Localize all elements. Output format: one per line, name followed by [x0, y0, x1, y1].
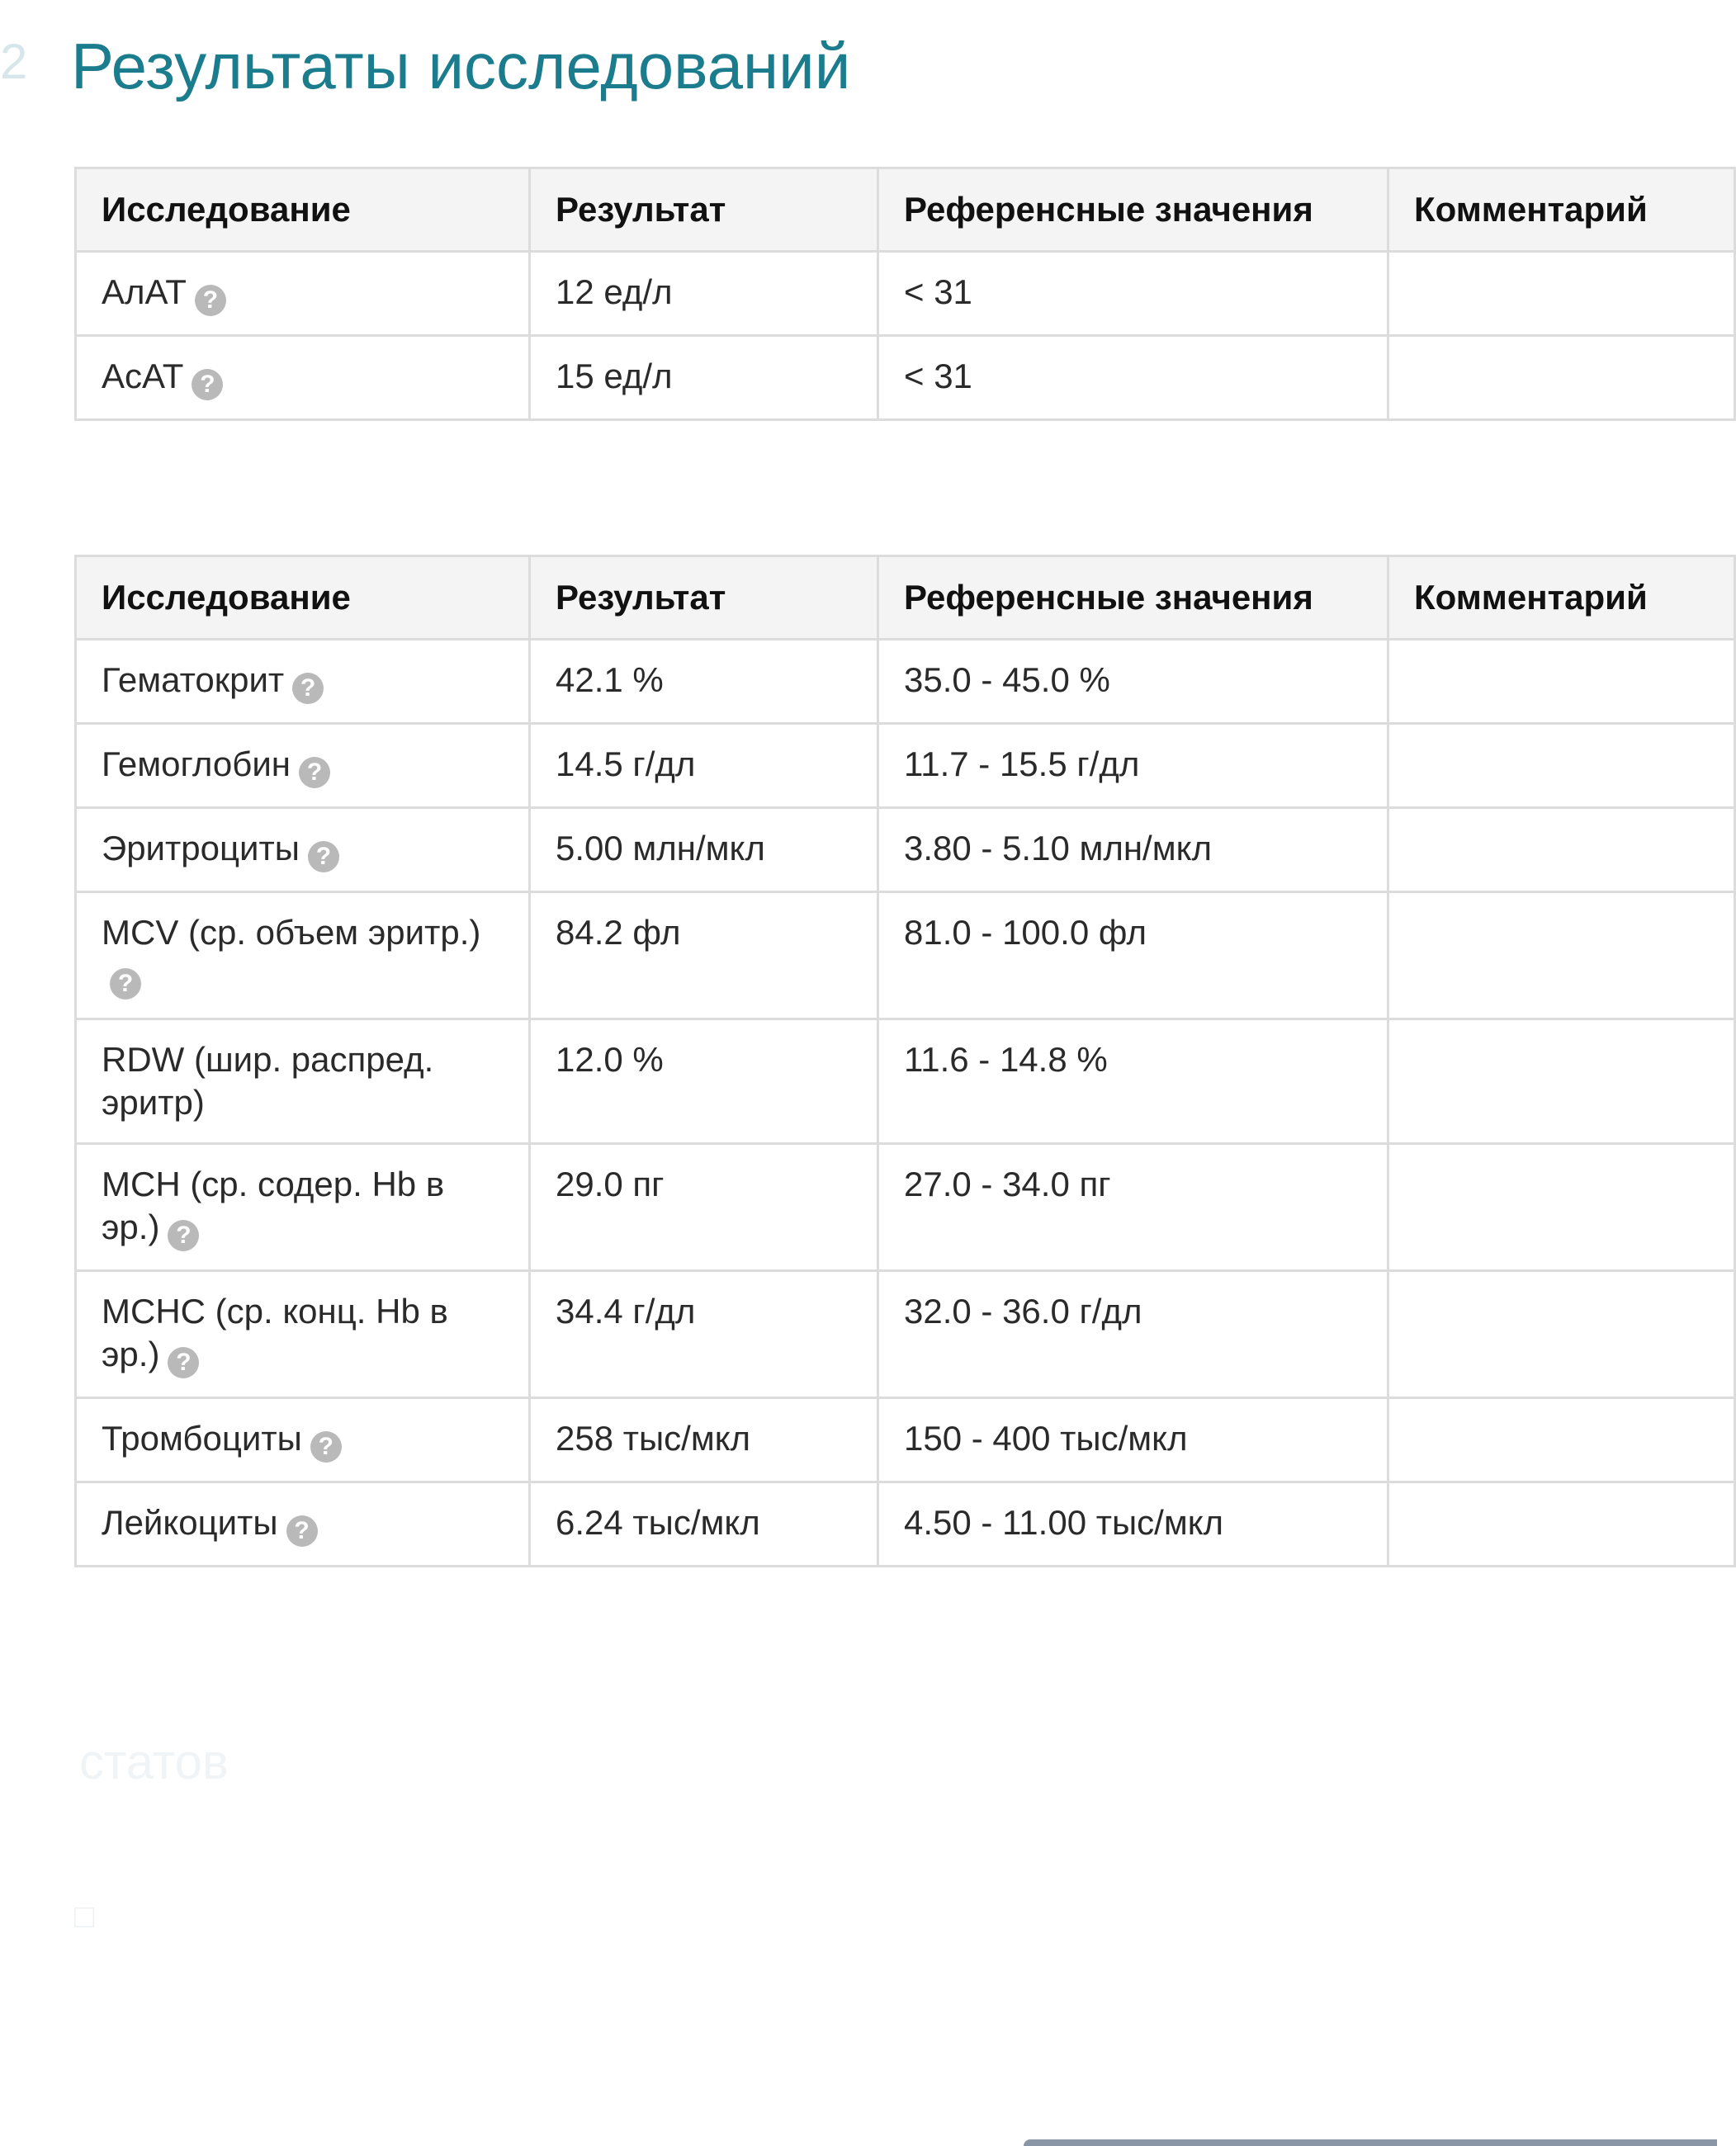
faded-mark: □	[74, 1898, 95, 1935]
comment-cell	[1388, 1482, 1735, 1567]
results-table-liver	[74, 167, 1736, 421]
results-table-blood	[74, 555, 1736, 1567]
study-cell	[76, 640, 530, 724]
question-circle-icon[interactable]: ?	[310, 1431, 342, 1463]
faded-heading: статов	[79, 1734, 229, 1789]
column-header-reference: Референсные значения	[878, 168, 1388, 252]
comment-cell	[1388, 640, 1735, 724]
question-circle-icon[interactable]: ?	[292, 673, 324, 704]
reference-cell: 3.80 - 5.10 млн/мкл	[878, 808, 1388, 892]
result-cell: 12.0 %	[530, 1019, 878, 1144]
result-cell: 29.0 пг	[530, 1144, 878, 1271]
study-name: MCH (ср. содер. Hb в эр.)	[102, 1165, 445, 1246]
table-row	[76, 336, 1735, 420]
result-cell: 6.24 тыс/мкл	[530, 1482, 878, 1567]
study-cell	[76, 1144, 530, 1271]
comment-cell	[1388, 724, 1735, 808]
question-circle-icon[interactable]: ?	[168, 1347, 199, 1378]
column-header-result: Результат	[530, 556, 878, 640]
result-cell: 258 тыс/мкл	[530, 1398, 878, 1482]
result-cell: 5.00 млн/мкл	[530, 808, 878, 892]
bottom-edge-bar	[1024, 2139, 1717, 2146]
table-row	[76, 1019, 1735, 1144]
study-cell	[76, 724, 530, 808]
result-cell: 15 ед/л	[530, 336, 878, 420]
comment-cell	[1388, 1144, 1735, 1271]
table-row	[76, 808, 1735, 892]
table-row	[76, 724, 1735, 808]
table-row	[76, 1144, 1735, 1271]
reference-cell: < 31	[878, 336, 1388, 420]
study-name: АсАТ	[102, 357, 184, 395]
column-header-study: Исследование	[76, 556, 530, 640]
study-cell	[76, 1482, 530, 1567]
comment-cell	[1388, 1398, 1735, 1482]
result-cell: 84.2 фл	[530, 892, 878, 1019]
comment-cell	[1388, 336, 1735, 420]
column-header-comment: Комментарий	[1388, 168, 1735, 252]
study-name: Эритроциты	[102, 829, 300, 867]
table-row	[76, 1398, 1735, 1482]
result-cell: 12 ед/л	[530, 252, 878, 336]
question-circle-icon[interactable]: ?	[308, 841, 339, 872]
study-cell	[76, 1271, 530, 1398]
column-header-reference: Референсные значения	[878, 556, 1388, 640]
column-header-comment: Комментарий	[1388, 556, 1735, 640]
column-header-result: Результат	[530, 168, 878, 252]
question-circle-icon[interactable]: ?	[168, 1220, 199, 1251]
study-name: RDW (шир. распред. эритр)	[102, 1040, 434, 1122]
question-circle-icon[interactable]: ?	[192, 369, 223, 400]
question-circle-icon[interactable]: ?	[195, 285, 226, 316]
result-cell: 34.4 г/дл	[530, 1271, 878, 1398]
study-name: Гематокрит	[102, 660, 285, 699]
comment-cell	[1388, 252, 1735, 336]
comment-cell	[1388, 1019, 1735, 1144]
reference-cell: 11.7 - 15.5 г/дл	[878, 724, 1388, 808]
table-row	[76, 1482, 1735, 1567]
table-header-row	[76, 168, 1735, 252]
table-row	[76, 640, 1735, 724]
study-cell	[76, 1019, 530, 1144]
reference-cell: 11.6 - 14.8 %	[878, 1019, 1388, 1144]
study-name: Тромбоциты	[102, 1419, 302, 1458]
study-name: Лейкоциты	[102, 1503, 278, 1542]
table-row	[76, 252, 1735, 336]
faded-edge-mark: 2	[0, 34, 28, 89]
reference-cell: 27.0 - 34.0 пг	[878, 1144, 1388, 1271]
comment-cell	[1388, 892, 1735, 1019]
question-circle-icon[interactable]: ?	[110, 968, 141, 1000]
study-cell	[76, 1398, 530, 1482]
study-name: MCHC (ср. конц. Hb в эр.)	[102, 1292, 448, 1373]
comment-cell	[1388, 808, 1735, 892]
reference-cell: 150 - 400 тыс/мкл	[878, 1398, 1388, 1482]
study-name: АлАТ	[102, 272, 187, 311]
reference-cell: 32.0 - 36.0 г/дл	[878, 1271, 1388, 1398]
result-cell: 14.5 г/дл	[530, 724, 878, 808]
study-name: MCV (ср. объем эритр.)	[102, 913, 481, 952]
column-header-study: Исследование	[76, 168, 530, 252]
result-cell: 42.1 %	[530, 640, 878, 724]
table-header-row	[76, 556, 1735, 640]
reference-cell: 4.50 - 11.00 тыс/мкл	[878, 1482, 1388, 1567]
reference-cell: < 31	[878, 252, 1388, 336]
page-title: Результаты исследований	[71, 30, 851, 102]
table-row	[76, 1271, 1735, 1398]
question-circle-icon[interactable]: ?	[286, 1515, 318, 1547]
study-name: Гемоглобин	[102, 744, 291, 783]
study-cell	[76, 808, 530, 892]
study-cell	[76, 252, 530, 336]
comment-cell	[1388, 1271, 1735, 1398]
study-cell	[76, 336, 530, 420]
question-circle-icon[interactable]: ?	[299, 757, 330, 788]
reference-cell: 81.0 - 100.0 фл	[878, 892, 1388, 1019]
reference-cell: 35.0 - 45.0 %	[878, 640, 1388, 724]
table-row	[76, 892, 1735, 1019]
study-cell	[76, 892, 530, 1019]
